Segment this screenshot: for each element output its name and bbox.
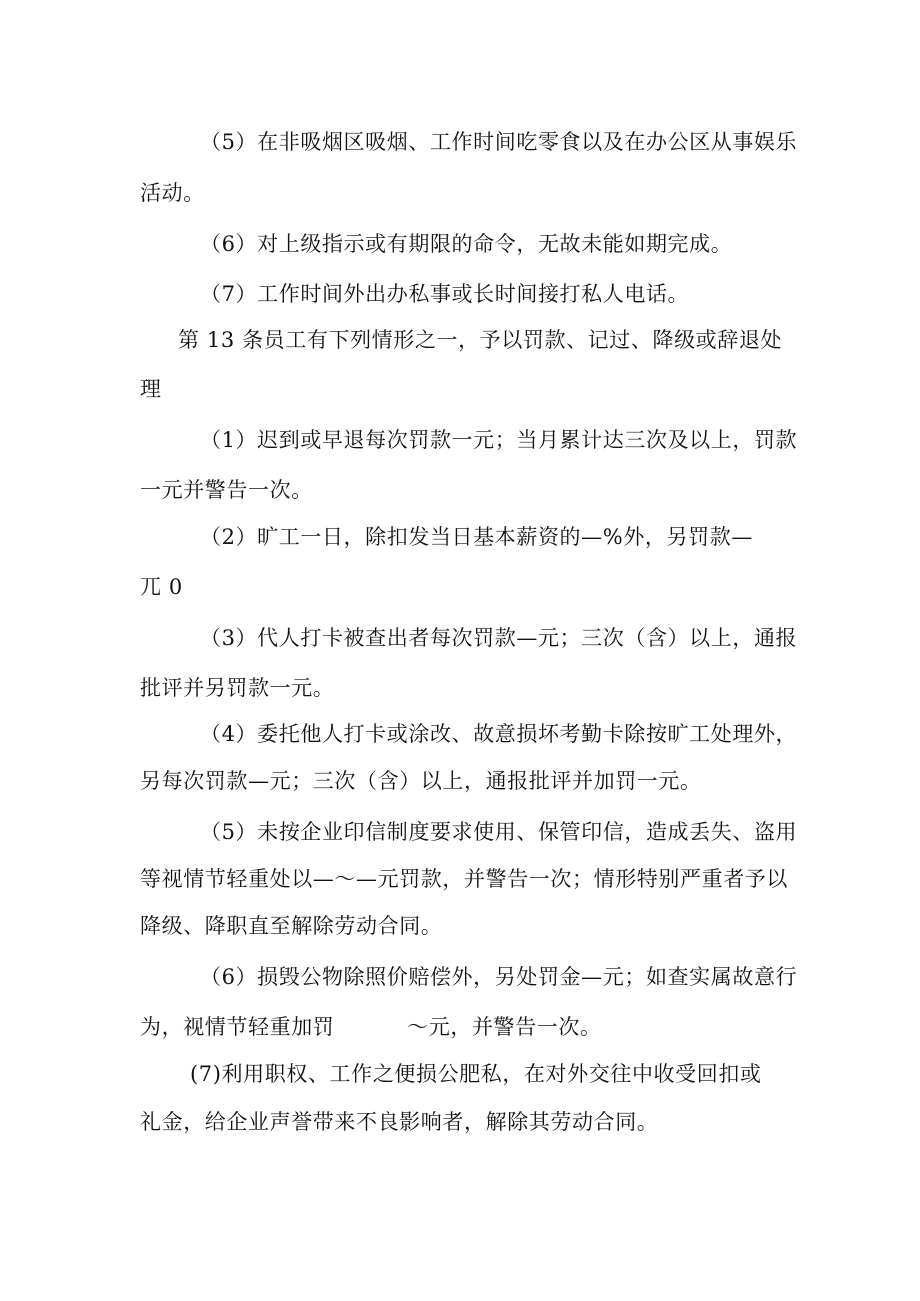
item-6b-line-2: 为，视情节轻重加罚 ～元，并警告一次。 — [140, 1015, 602, 1039]
article-13-line-2: 理 — [140, 377, 162, 401]
item-1-line-1: （1）迟到或早退每次罚款一元；当月累计达三次及以上，罚款 — [200, 428, 798, 452]
item-2-line-2: 兀 0 — [140, 575, 183, 599]
item-5b-line-3: 降级、降职直至解除劳动合同。 — [140, 914, 443, 938]
item-7b-line-1: (7)利用职权、工作之便损公肥私，在对外交往中收受回扣或 — [190, 1062, 762, 1086]
article-13-line-1: 第 13 条员工有下列情形之一，予以罚款、记过、降级或辞退处 — [178, 328, 783, 352]
item-1-line-2: 一元并警告一次。 — [140, 478, 313, 502]
item-5b-line-2: 等视情节轻重处以—～—元罚款，并警告一次；情形特别严重者予以 — [140, 867, 788, 891]
item-5b-line-1: （5）未按企业印信制度要求使用、保管印信，造成丢失、盗用 — [200, 820, 798, 844]
item-2-line-1: （2）旷工一日，除扣发当日基本薪资的—%外，另罚款— — [200, 525, 753, 549]
item-3-line-2: 批评并另罚款一元。 — [140, 676, 335, 700]
item-4-line-2: 另每次罚款—元；三次（含）以上，通报批评并加罚一元。 — [140, 769, 702, 793]
item-5a-line-2: 活动。 — [140, 181, 205, 205]
item-7a-line-1: （7）工作时间外出办私事或长时间接打私人电话。 — [200, 282, 690, 306]
item-6b-line-1: （6）损毁公物除照价赔偿外，另处罚金—元；如查实属故意行 — [200, 965, 798, 989]
item-5a-line-1: （5）在非吸烟区吸烟、工作时间吃零食以及在办公区从事娱乐 — [200, 130, 798, 154]
item-4-line-1: （4）委托他人打卡或涂改、故意损坏考勤卡除按旷工处理外， — [200, 722, 798, 746]
item-6a-line-1: （6）对上级指示或有期限的命令，无故未能如期完成。 — [200, 232, 733, 256]
item-3-line-1: （3）代人打卡被查出者每次罚款—元；三次（含）以上，通报 — [200, 626, 798, 650]
item-7b-line-2: 礼金，给企业声誉带来不良影响者，解除其劳动合同。 — [140, 1110, 659, 1134]
